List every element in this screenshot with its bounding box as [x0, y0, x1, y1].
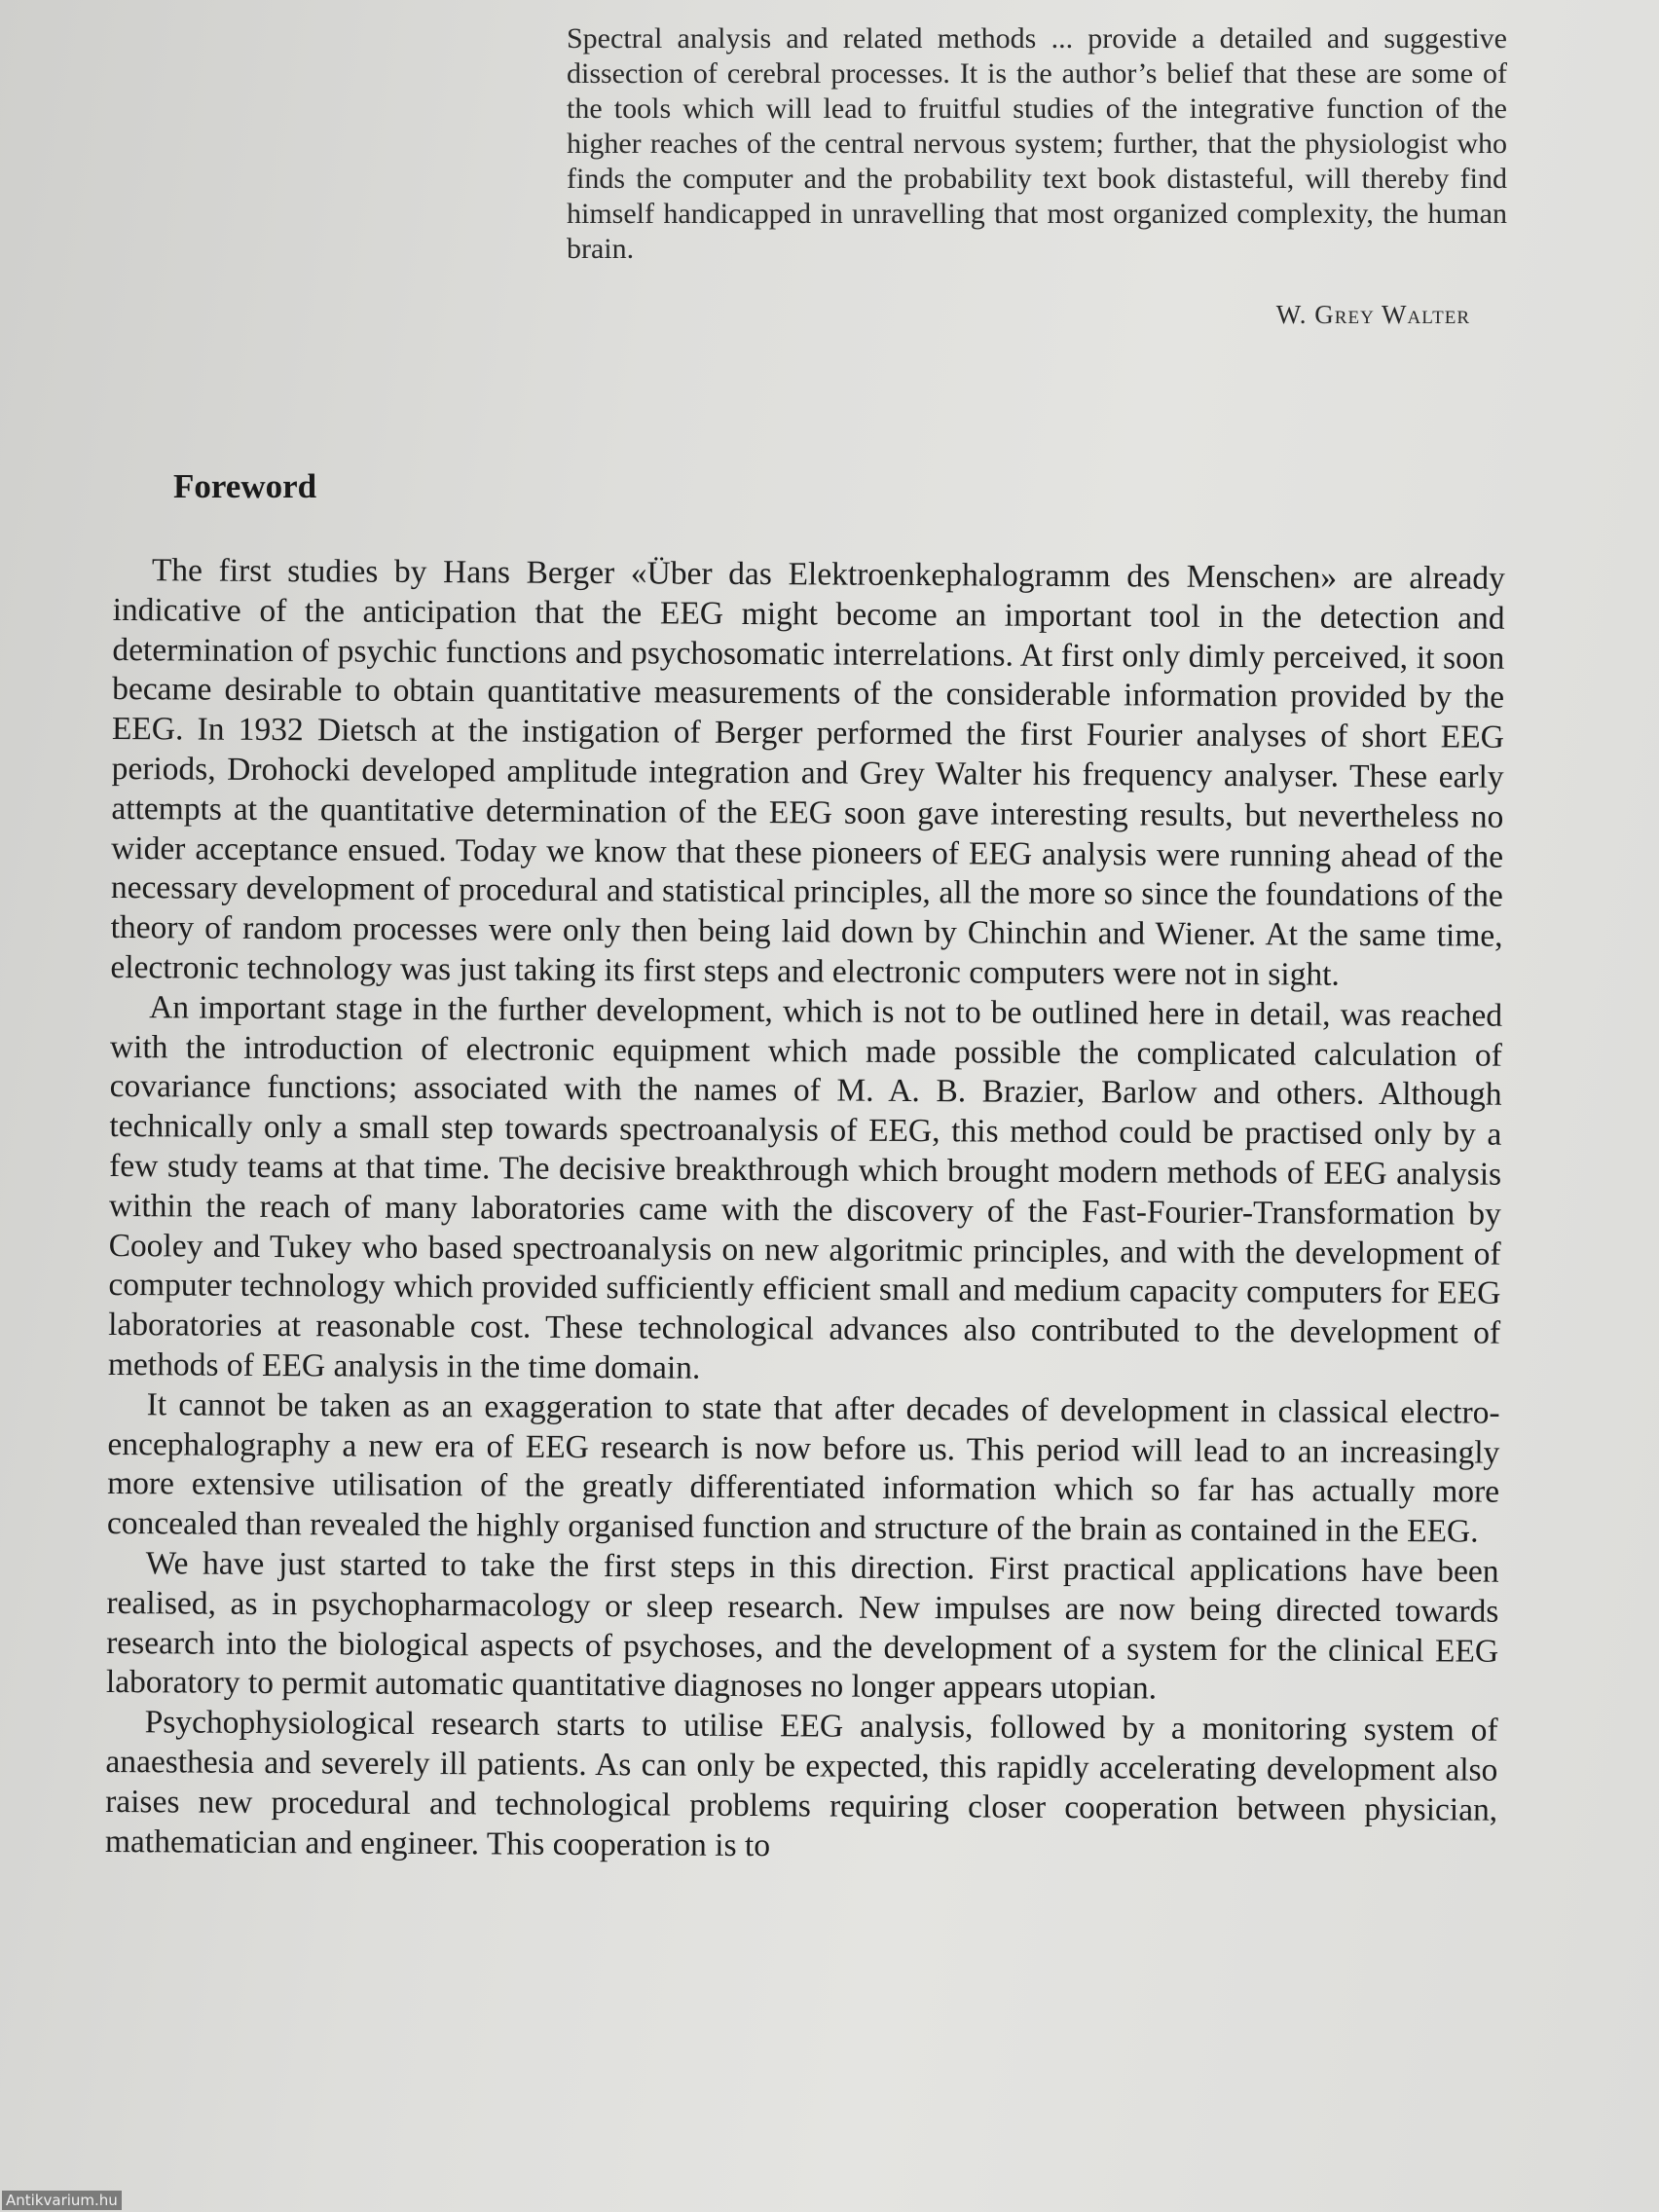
paragraph-5: Psychophysiological research starts to utilise EEG analysis, followed by a monitoring system of anaesthesia and severely ill patients. As can only be expected, this rapidly accelerating development also raises new procedural and technological problems requiring closer cooperation between physician, mathematician and engineer. This cooperation is to: [104, 1704, 1498, 1863]
paragraph-1: The first studies by Hans Berger «Über das Elektroenkephalogramm des Menschen» are already indicative of the anticipation that the EEG might become an important tool in the detection and determination of psychic functions and psychosomatic interrelations. At first only dimly perceived, it soon became desirable to obtain quantitative measurements of the considerable information provided by the EEG. In 1932 Dietsch at the instigation of Berger performed the first Fourier analyses of short EEG periods, Drohocki developed amplitude integration and Grey Walter his frequency analyser. These early attempts at the quantitative determination of the EEG soon gave interesting results, but nevertheless no wider acceptance ensued. Today we know that these pioneers of EEG analysis were running ahead of the necessary development of procedural and statistical principles, all the more so since the foundations of the theory of random processes were only then being laid down by Chinchin and Wiener. At the same time, electronic technology was just taking its first steps and electronic computers were not in sight.: [110, 552, 1505, 993]
paragraph-2: An important stage in the further development, which is not to be outlined here in detail, was reached with the introduction of electronic equipment which made possible the complicated calculation of covariance functions; associated with the names of M. A. B. Brazier, Barlow and others. Although technically only a small step towards spectroanalysis of EEG, this method could be practised only by a few study teams at that time. The decisive breakthrough which brought modern methods of EEG analysis within the reach of many laboratories came with the discovery of the Fast-Fourier-Transformation by Cooley and Tukey who based spectroanalysis on new algoritmic principles, and with the development of computer technology which provided sufficiently efficient small and medium capacity computers for EEG laboratories at reasonable cost. These technological advances also contributed to the development of methods of EEG analysis in the time domain.: [107, 989, 1503, 1386]
paragraph-3: It cannot be taken as an exaggeration to state that after decades of development in classical electro-encephalography a new era of EEG research is now before us. This period will lead to an increasingly more extensive utilisation of the greatly differentiated information which so far has actually more concealed than revealed the highly organised function and structure of the brain as contained in the EEG.: [106, 1385, 1500, 1550]
section-heading: Foreword: [173, 467, 317, 505]
paragraph-4: We have just started to take the first steps in this direction. First practical applications have been realised, as in psychopharmacology or sleep research. New impulses are now being directed towards research into the biological aspects of psychoses, and the development of a system for the clinical EEG laboratory to permit automatic quantitative diagnoses no longer appears utopian.: [105, 1545, 1499, 1707]
epigraph-author: W. Grey Walter: [1275, 300, 1470, 329]
epigraph-quote: Spectral analysis and related methods ... provide a detailed and suggestive dissection of cerebral processes. It is the author’s belief that these are some of the tools which will lead to fruitful studies of the integrative function of the higher reaches of the central nervous system; further, that the physiologist who finds the computer and the probability text book distasteful, will thereby find himself handicapped in unravelling that most organized complexity, the human brain.: [567, 22, 1507, 265]
foreword-body: [105, 551, 1505, 1870]
watermark: Antikvarium.hu: [2, 2191, 122, 2210]
